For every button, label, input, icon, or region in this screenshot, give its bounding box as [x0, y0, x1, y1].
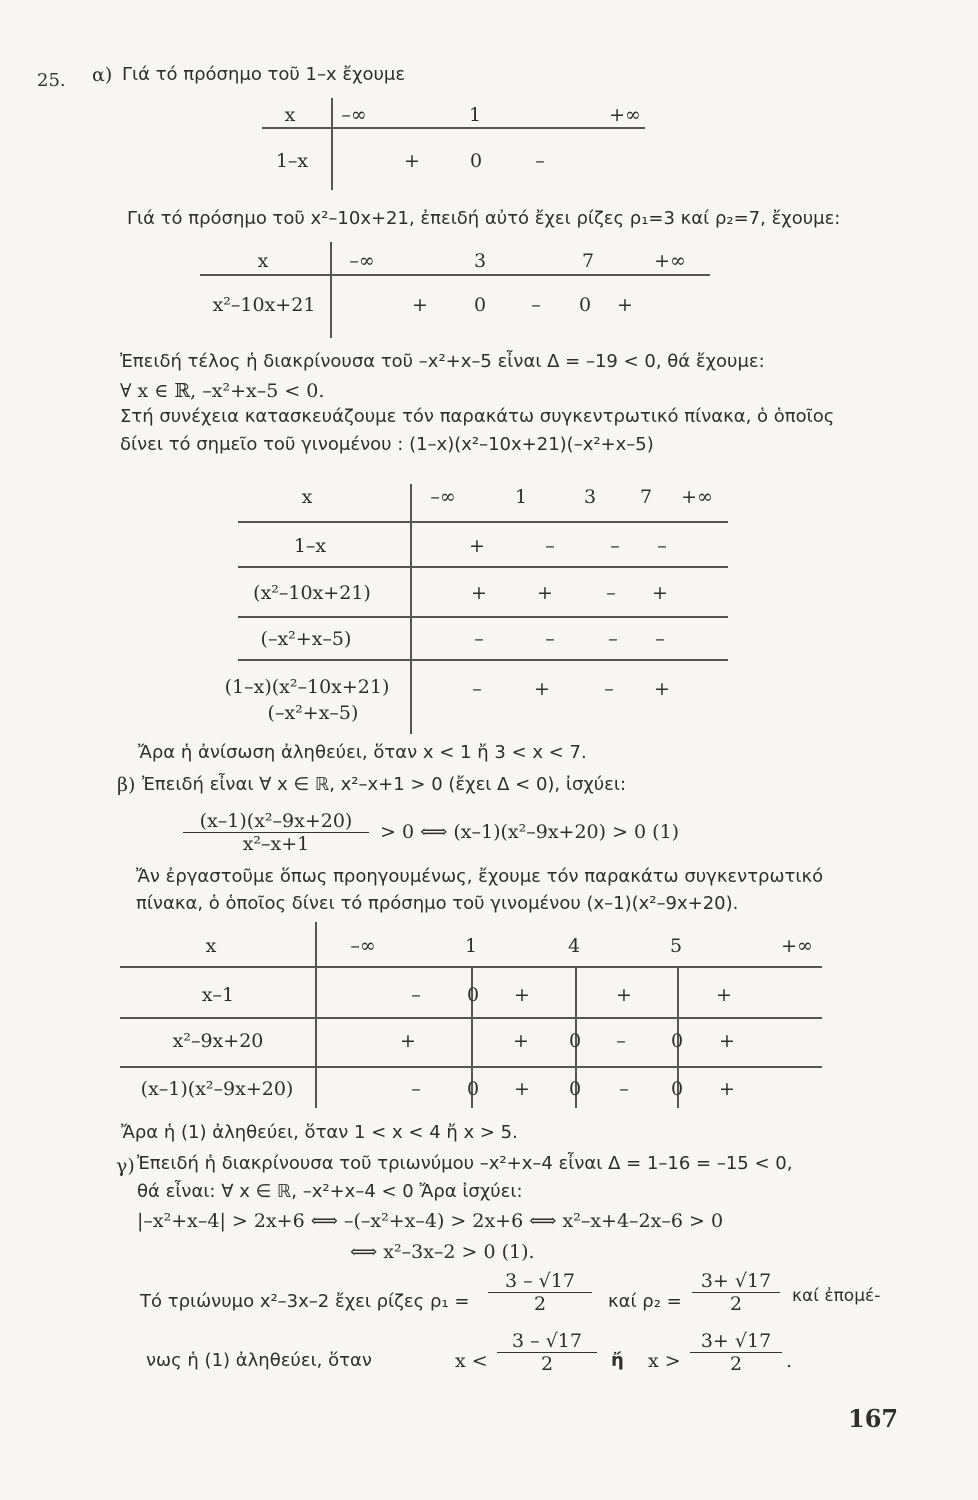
- table3-row-label: (1–x)(x²–10x+21): [224, 676, 390, 698]
- table4-cell: +: [719, 1078, 735, 1100]
- table2-cell: –: [531, 294, 541, 316]
- table2-cell: +: [617, 294, 633, 316]
- table3-cell: +: [534, 678, 550, 700]
- table1-cell: –: [535, 150, 545, 172]
- part-a-text2: Γιά τό πρόσημο τοῦ x²–10x+21, ἐπειδή αὐτό ἔχει ρίζες ρ₁=3 καί ρ₂=7, ἔχουμε:: [127, 208, 841, 229]
- root1-fraction: [488, 1270, 592, 1315]
- table3-row-label: (–x²+x–5): [260, 628, 352, 650]
- table4-header-pos-inf: +∞: [781, 935, 813, 957]
- part-b-text1: Ἐπειδή εἶναι ∀ x ∈ ℝ, x²–x+1 > 0 (ἔχει Δ < 0), ἰσχύει:: [142, 774, 627, 795]
- table4-cell: 0: [568, 1078, 582, 1100]
- part-b-equivalence: > 0 ⟺ (x–1)(x²–9x+20) > 0 (1): [380, 821, 680, 843]
- part-a-text4: ∀ x ∈ ℝ, –x²+x–5 < 0.: [120, 380, 325, 402]
- table1-header-neg-inf: –∞: [341, 104, 367, 126]
- table3-header-root: 3: [583, 486, 597, 508]
- table3-cell: –: [608, 628, 618, 650]
- table4-cell: –: [619, 1078, 629, 1100]
- table4-cell: +: [513, 1030, 529, 1052]
- table4-cell: –: [616, 1030, 626, 1052]
- final2-numerator: 3+ √17: [700, 1330, 772, 1352]
- table3-cell: +: [471, 582, 487, 604]
- table2-header-root: 3: [473, 250, 487, 272]
- table4-cell: +: [716, 984, 732, 1006]
- fraction-denominator: x²–x+1: [242, 833, 310, 855]
- table4-cell: –: [411, 984, 421, 1006]
- table4-header-root: 1: [464, 935, 478, 957]
- table3-cell: +: [654, 678, 670, 700]
- part-a-conclusion: Ἄρα ἡ ἀνίσωση ἀληθεύει, ὅταν x < 1 ἤ 3 < x < 7.: [138, 742, 587, 763]
- part-a-marker: α): [92, 64, 113, 86]
- part-c-marker: γ): [116, 1155, 135, 1177]
- table3-cell: +: [652, 582, 668, 604]
- part-c-final-lead: νως ἡ (1) ἀληθεύει, ὅταν: [146, 1350, 372, 1371]
- table4-header-root: 4: [567, 935, 581, 957]
- part-a-text3: Ἐπειδή τέλος ἡ διακρίνουσα τοῦ –x²+x–5 εἶναι Δ = –19 < 0, θά ἔχουμε:: [120, 351, 765, 372]
- part-b-fraction: [183, 810, 369, 855]
- table1-cell: +: [404, 150, 420, 172]
- table4-cell: +: [514, 1078, 530, 1100]
- page-number: 167: [848, 1404, 899, 1433]
- root2-fraction: [692, 1270, 780, 1315]
- problem-number: 25.: [37, 70, 66, 91]
- table3-header-root: 1: [514, 486, 528, 508]
- part-c-period: .: [786, 1350, 793, 1372]
- final2-denominator: 2: [729, 1353, 743, 1375]
- table4-cell: 0: [466, 1078, 480, 1100]
- part-b-conclusion: Ἄρα ἡ (1) ἀληθεύει, ὅταν 1 < x < 4 ἤ x > 5.: [121, 1122, 518, 1143]
- table3-cell: –: [604, 678, 614, 700]
- final1-numerator: 3 – √17: [512, 1330, 582, 1352]
- table3-cell: –: [474, 628, 484, 650]
- table4-header-neg-inf: –∞: [350, 935, 376, 957]
- table3-cell: –: [545, 628, 555, 650]
- table3-cell: +: [469, 535, 485, 557]
- part-c-text4: ⟺ x²–3x–2 > 0 (1).: [350, 1241, 535, 1263]
- table4-cell: –: [411, 1078, 421, 1100]
- part-c-tail: καί ἐπομέ-: [792, 1286, 881, 1306]
- table3-cell: –: [655, 628, 665, 650]
- part-a-text6: δίνει τό σημεῖο τοῦ γινομένου : (1–x)(x²–10x+21)(–x²+x–5): [120, 434, 654, 455]
- final1-denominator: 2: [540, 1353, 554, 1375]
- part-c-and-text: καί ρ₂ =: [608, 1291, 682, 1312]
- table3-cell: –: [472, 678, 482, 700]
- table4-cell: 0: [568, 1030, 582, 1052]
- table2-row-label: x²–10x+21: [212, 294, 316, 316]
- root1-numerator: 3 – √17: [505, 1270, 575, 1292]
- table3-cell: –: [657, 535, 667, 557]
- part-c-roots-text: Τό τριώνυμο x²–3x–2 ἔχει ρίζες ρ₁ =: [140, 1291, 470, 1312]
- table2-header-root: 7: [581, 250, 595, 272]
- table4-cell: 0: [466, 984, 480, 1006]
- table1-header-root: 1: [468, 104, 482, 126]
- table2-header-neg-inf: –∞: [349, 250, 375, 272]
- table2-header-x: x: [257, 250, 269, 272]
- table4-row-label: (x–1)(x²–9x+20): [140, 1078, 294, 1100]
- table3-cell: –: [606, 582, 616, 604]
- final-fraction-1: [497, 1330, 597, 1375]
- table4-cell: 0: [670, 1078, 684, 1100]
- table4-cell: +: [400, 1030, 416, 1052]
- part-c-or: ἤ: [611, 1350, 624, 1371]
- table3-header-x: x: [301, 486, 313, 508]
- part-b-marker: β): [117, 774, 136, 796]
- root2-numerator: 3+ √17: [700, 1270, 772, 1292]
- part-a-intro: Γιά τό πρόσημο τοῦ 1–x ἔχουμε: [122, 64, 406, 85]
- table3-header-neg-inf: –∞: [430, 486, 456, 508]
- table1-header-pos-inf: +∞: [609, 104, 641, 126]
- root2-denominator: 2: [729, 1293, 743, 1315]
- table3-header-pos-inf: +∞: [681, 486, 713, 508]
- table4-cell: +: [616, 984, 632, 1006]
- final-fraction-2: [690, 1330, 782, 1375]
- table4-header-x: x: [205, 935, 217, 957]
- table4-row-label: x–1: [201, 984, 235, 1006]
- table4-cell: 0: [670, 1030, 684, 1052]
- table2-cell: +: [412, 294, 428, 316]
- part-c-text3: |–x²+x–4| > 2x+6 ⟺ –(–x²+x–4) > 2x+6 ⟺ x²–x+4–2x–6 > 0: [137, 1210, 724, 1232]
- part-b-text2: Ἄν ἐργαστοῦμε ὅπως προηγουμένως, ἔχουμε τόν παρακάτω συγκεντρωτικό: [136, 866, 824, 887]
- part-c-x-greater: x >: [648, 1350, 681, 1372]
- table3-cell: +: [537, 582, 553, 604]
- table3-row-label-cont: (–x²+x–5): [267, 702, 359, 724]
- table3-cell: –: [545, 535, 555, 557]
- table2-header-pos-inf: +∞: [654, 250, 686, 272]
- table4-cell: +: [514, 984, 530, 1006]
- part-a-text5: Στή συνέχεια κατασκευάζουμε τόν παρακάτω συγκεντρωτικό πίνακα, ὁ ὁποῖος: [120, 406, 835, 427]
- table1-row-label: 1–x: [275, 150, 309, 172]
- table4-cell: +: [719, 1030, 735, 1052]
- table3-cell: –: [610, 535, 620, 557]
- table3-header-root: 7: [639, 486, 653, 508]
- table2-cell: 0: [473, 294, 487, 316]
- part-c-x-less: x <: [455, 1350, 488, 1372]
- fraction-numerator: (x–1)(x²–9x+20): [199, 810, 353, 832]
- table4-row-label: x²–9x+20: [172, 1030, 264, 1052]
- root1-denominator: 2: [533, 1293, 547, 1315]
- part-c-text1: Ἐπειδή ἡ διακρίνουσα τοῦ τριωνύμου –x²+x–4 εἶναι Δ = 1–16 = –15 < 0,: [137, 1153, 793, 1174]
- table3-row-label: (x²–10x+21): [253, 582, 371, 604]
- table2-cell: 0: [578, 294, 592, 316]
- part-b-text3: πίνακα, ὁ ὁποῖος δίνει τό πρόσημο τοῦ γινομένου (x–1)(x²–9x+20).: [136, 893, 739, 914]
- table4-header-root: 5: [669, 935, 683, 957]
- part-c-text2: θά εἶναι: ∀ x ∈ ℝ, –x²+x–4 < 0 Ἄρα ἰσχύει:: [137, 1181, 523, 1202]
- table1-cell: 0: [469, 150, 483, 172]
- table1-header-x: x: [284, 104, 296, 126]
- table3-row-label: 1–x: [293, 535, 327, 557]
